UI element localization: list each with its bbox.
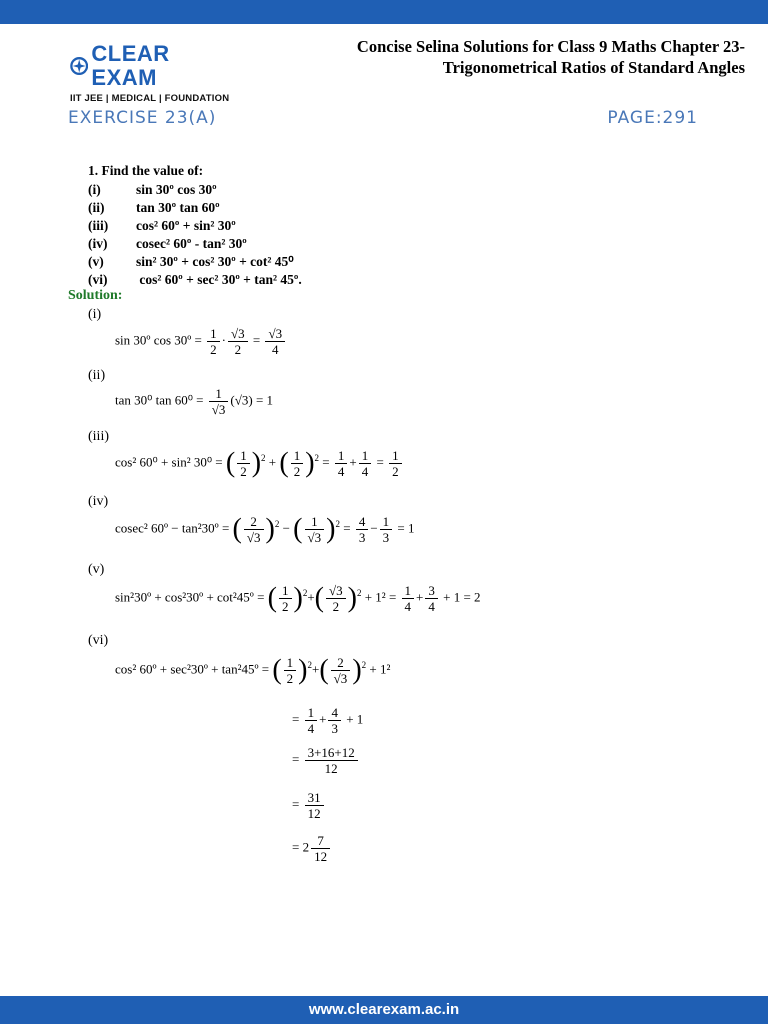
equation-vi-step-2: = $\frac{3+16+12}{12}$ [292, 745, 360, 776]
equation-iii: cos² 60⁰ + sin² 30⁰ = ( $\frac{1}{2}$ )$^2$ + ( $\frac{1}{2}$ )$^2$ = $\frac{1}{4}$ + $\frac{1}{4}$ = $\frac{1}{2}$ [115, 448, 404, 479]
exercise-heading: EXERCISE 23(A) [68, 108, 217, 128]
part-label-v: (v) [88, 562, 105, 577]
compass-icon [70, 56, 88, 76]
title-line-1: Concise Selina Solutions for Class 9 Maths Chapter 23- [356, 37, 745, 56]
question-item: (iii) cos² 60º + sin² 30º [88, 218, 236, 233]
equation-vi-step-4: = 2 $\frac{7}{12}$ [292, 833, 332, 864]
question-item: (ii) tan 30º tan 60º [88, 200, 220, 215]
document-title [305, 36, 745, 78]
question-heading: 1. Find the value of: [88, 163, 204, 178]
part-label-ii: (ii) [88, 368, 106, 383]
part-label-iii: (iii) [88, 429, 109, 444]
clear-exam-logo [70, 42, 230, 104]
equation-i: sin 30º cos 30º = $\frac{1}{2}$ · $\frac{√3}{2}$ = $\frac{√3}{4}$ [115, 326, 287, 357]
solution-label: Solution: [68, 288, 123, 303]
part-label-iv: (iv) [88, 494, 109, 509]
top-bar [0, 0, 768, 24]
question-item: (i) sin 30º cos 30º [88, 182, 217, 197]
question-item: (vi) cos² 60º + sec² 30º + tan² 45º. [88, 272, 302, 287]
part-label-i: (i) [88, 307, 102, 322]
equation-vi-step-1: = $\frac{1}{4}$ + $\frac{4}{3}$ + 1 [292, 705, 364, 736]
logo-subtitle: IIT JEE | MEDICAL | FOUNDATION [70, 93, 230, 104]
title-line-2: Trigonometrical Ratios of Standard Angles [442, 58, 745, 77]
equation-vi: cos² 60º + sec²30º + tan²45º = ( $\frac{1}{2}$ )$^2$+( $\frac{2}{√3}$ )$^2$ + 1² [115, 654, 391, 686]
equation-vi-step-3: = $\frac{31}{12}$ [292, 790, 326, 821]
page-number: PAGE:291 [607, 108, 698, 128]
question-item: (iv) cosec² 60º - tan² 30º [88, 236, 247, 251]
part-label-vi: (vi) [88, 633, 109, 648]
equation-iv: cosec² 60º − tan²30º = ( $\frac{2}{√3}$ )$^2$ − ( $\frac{1}{√3}$ )$^2$ = $\frac{4}{3}$ − $\frac{1}{3}$ = 1 [115, 513, 415, 545]
equation-ii: tan 30⁰ tan 60⁰ = $\frac{1}{√3}$ (√3) = 1 [115, 386, 274, 417]
footer-url[interactable]: www.clearexam.ac.in [0, 996, 768, 1024]
equation-v: sin²30º + cos²30º + cot²45º = ( $\frac{1}{2}$ )$^2$+( $\frac{√3}{2}$ )$^2$ + 1² = $\frac{1}{4}$ + $\frac{3}{4}$ + 1 = 2 [115, 582, 481, 614]
logo-text: CLEAR EXAM [91, 41, 170, 90]
question-item: (v) sin² 30º + cos² 30º + cot² 45⁰ [88, 254, 294, 269]
